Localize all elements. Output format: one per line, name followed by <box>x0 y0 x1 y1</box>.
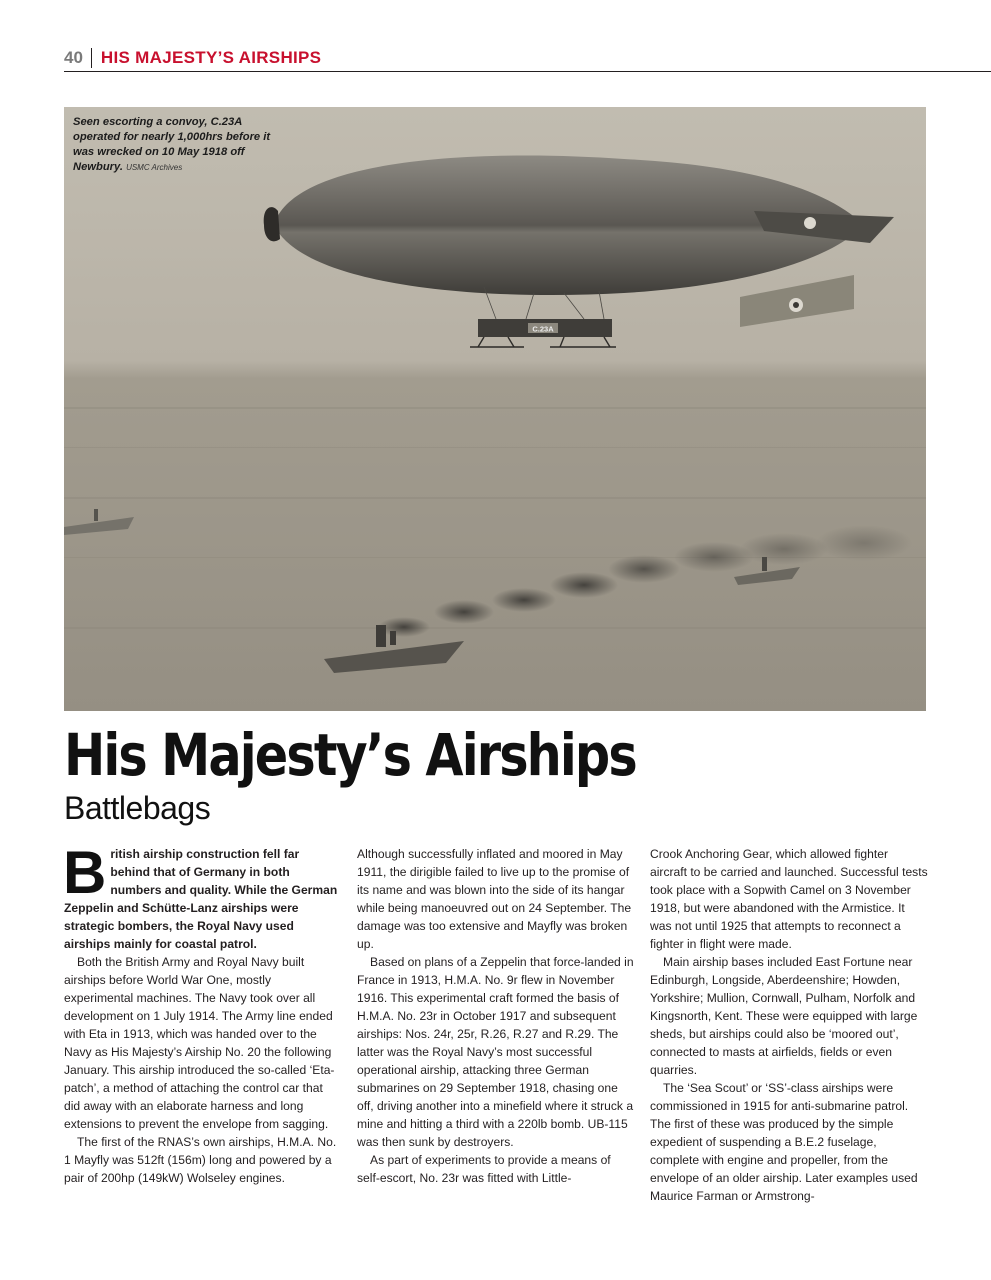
column-2 <box>357 845 635 1187</box>
article-title: His Majesty’s Airships <box>64 721 636 789</box>
airship-photo <box>64 107 926 711</box>
photo-credit: USMC Archives <box>126 163 183 172</box>
airship-photo-illustration <box>64 107 926 711</box>
running-title: HIS MAJESTY’S AIRSHIPS <box>100 48 322 67</box>
paragraph: The ‘Sea Scout’ or ‘SS’-class airships were commissioned in 1915 for anti-submarine patrol. The first of these was produced by the simple expedient of suspending a B.E.2 fuselage, complete with engine and propeller, from the envelope of an older airship. Later examples used Maurice Farman or Armstrong- <box>650 1081 918 1203</box>
drop-cap: B <box>63 839 107 906</box>
paragraph: Crook Anchoring Gear, which allowed fighter aircraft to be carried and launched. Successful tests took place with a Sopwith Camel on 3 November 1918, but were abandoned with the Armistice. It was not until 1925 that attempts to reconnect a fighter in flight were made. <box>650 847 928 951</box>
paragraph: Both the British Army and Royal Navy built airships before World War One, mostly experimental machines. The Navy took over all development on 1 July 1914. The Army line ended with Eta in 1913, which was handed over to the Navy as His Majesty’s Airship No. 20 the following January. This airship introduced the so-called ‘Eta-patch’, a method of attaching the control car that did away with an elaborate harness and long extensions to prevent the envelope from sagging. <box>64 955 335 1131</box>
paragraph: The first of the RNAS’s own airships, H.M.A. No. 1 Mayfly was 512ft (156m) long and powered by a pair of 200hp (149kW) Wolseley engines. <box>64 1135 337 1185</box>
lead-paragraph <box>63 839 342 953</box>
running-head <box>64 46 321 70</box>
car-marking: C.23A <box>532 324 554 334</box>
caption-text: Seen escorting a convoy, C.23A operated for nearly 1,000hrs before it was wrecked on 10 May 1918 off Newbury. <box>73 116 271 173</box>
photo-caption <box>73 115 273 175</box>
column-1 <box>63 839 342 1187</box>
header-rule <box>64 71 991 72</box>
header-separator <box>91 48 92 68</box>
paragraph: Although successfully inflated and moored in May 1911, the dirigible failed to live up to the promise of its name and was blown into the side of its hangar while being manoeuvred out on 24 September. The damage was too extensive and Mayfly was broken up. <box>357 847 632 951</box>
column-3 <box>650 845 928 1205</box>
page-number: 40 <box>64 48 83 67</box>
paragraph: As part of experiments to provide a means of self-escort, No. 23r was fitted with Little- <box>357 1153 611 1185</box>
lead-text: ritish airship construction fell far behind that of Germany in both numbers and quality. While the German Zeppelin and Schütte-Lanz airships were strategic bombers, the Royal Navy used airships mainly for coastal patrol. <box>64 847 338 951</box>
article-subtitle: Battlebags <box>64 790 211 826</box>
paragraph: Based on plans of a Zeppelin that force-landed in France in 1913, H.M.A. No. 9r flew in November 1916. This experimental craft formed the basis of H.M.A. No. 23r in October 1917 and subsequent airships: Nos. 24r, 25r, R.26, R.27 and R.29. The latter was the Royal Navy’s most successful operational airship, attacking three German submarines on 29 September 1918, chasing one off, driving another into a minefield where it struck a mine and hitting a third with a 220lb bomb. UB-115 was then sunk by destroyers. <box>357 955 634 1149</box>
paragraph: Main airship bases included East Fortune near Edinburgh, Longside, Aberdeenshire; Howden, Yorkshire; Mullion, Cornwall, Pulham, Norfolk and Kingsnorth, Kent. These were equipped with large sheds, but airships could also be ‘moored out’, connected to masts at airfields, fields or even quarries. <box>650 955 918 1077</box>
